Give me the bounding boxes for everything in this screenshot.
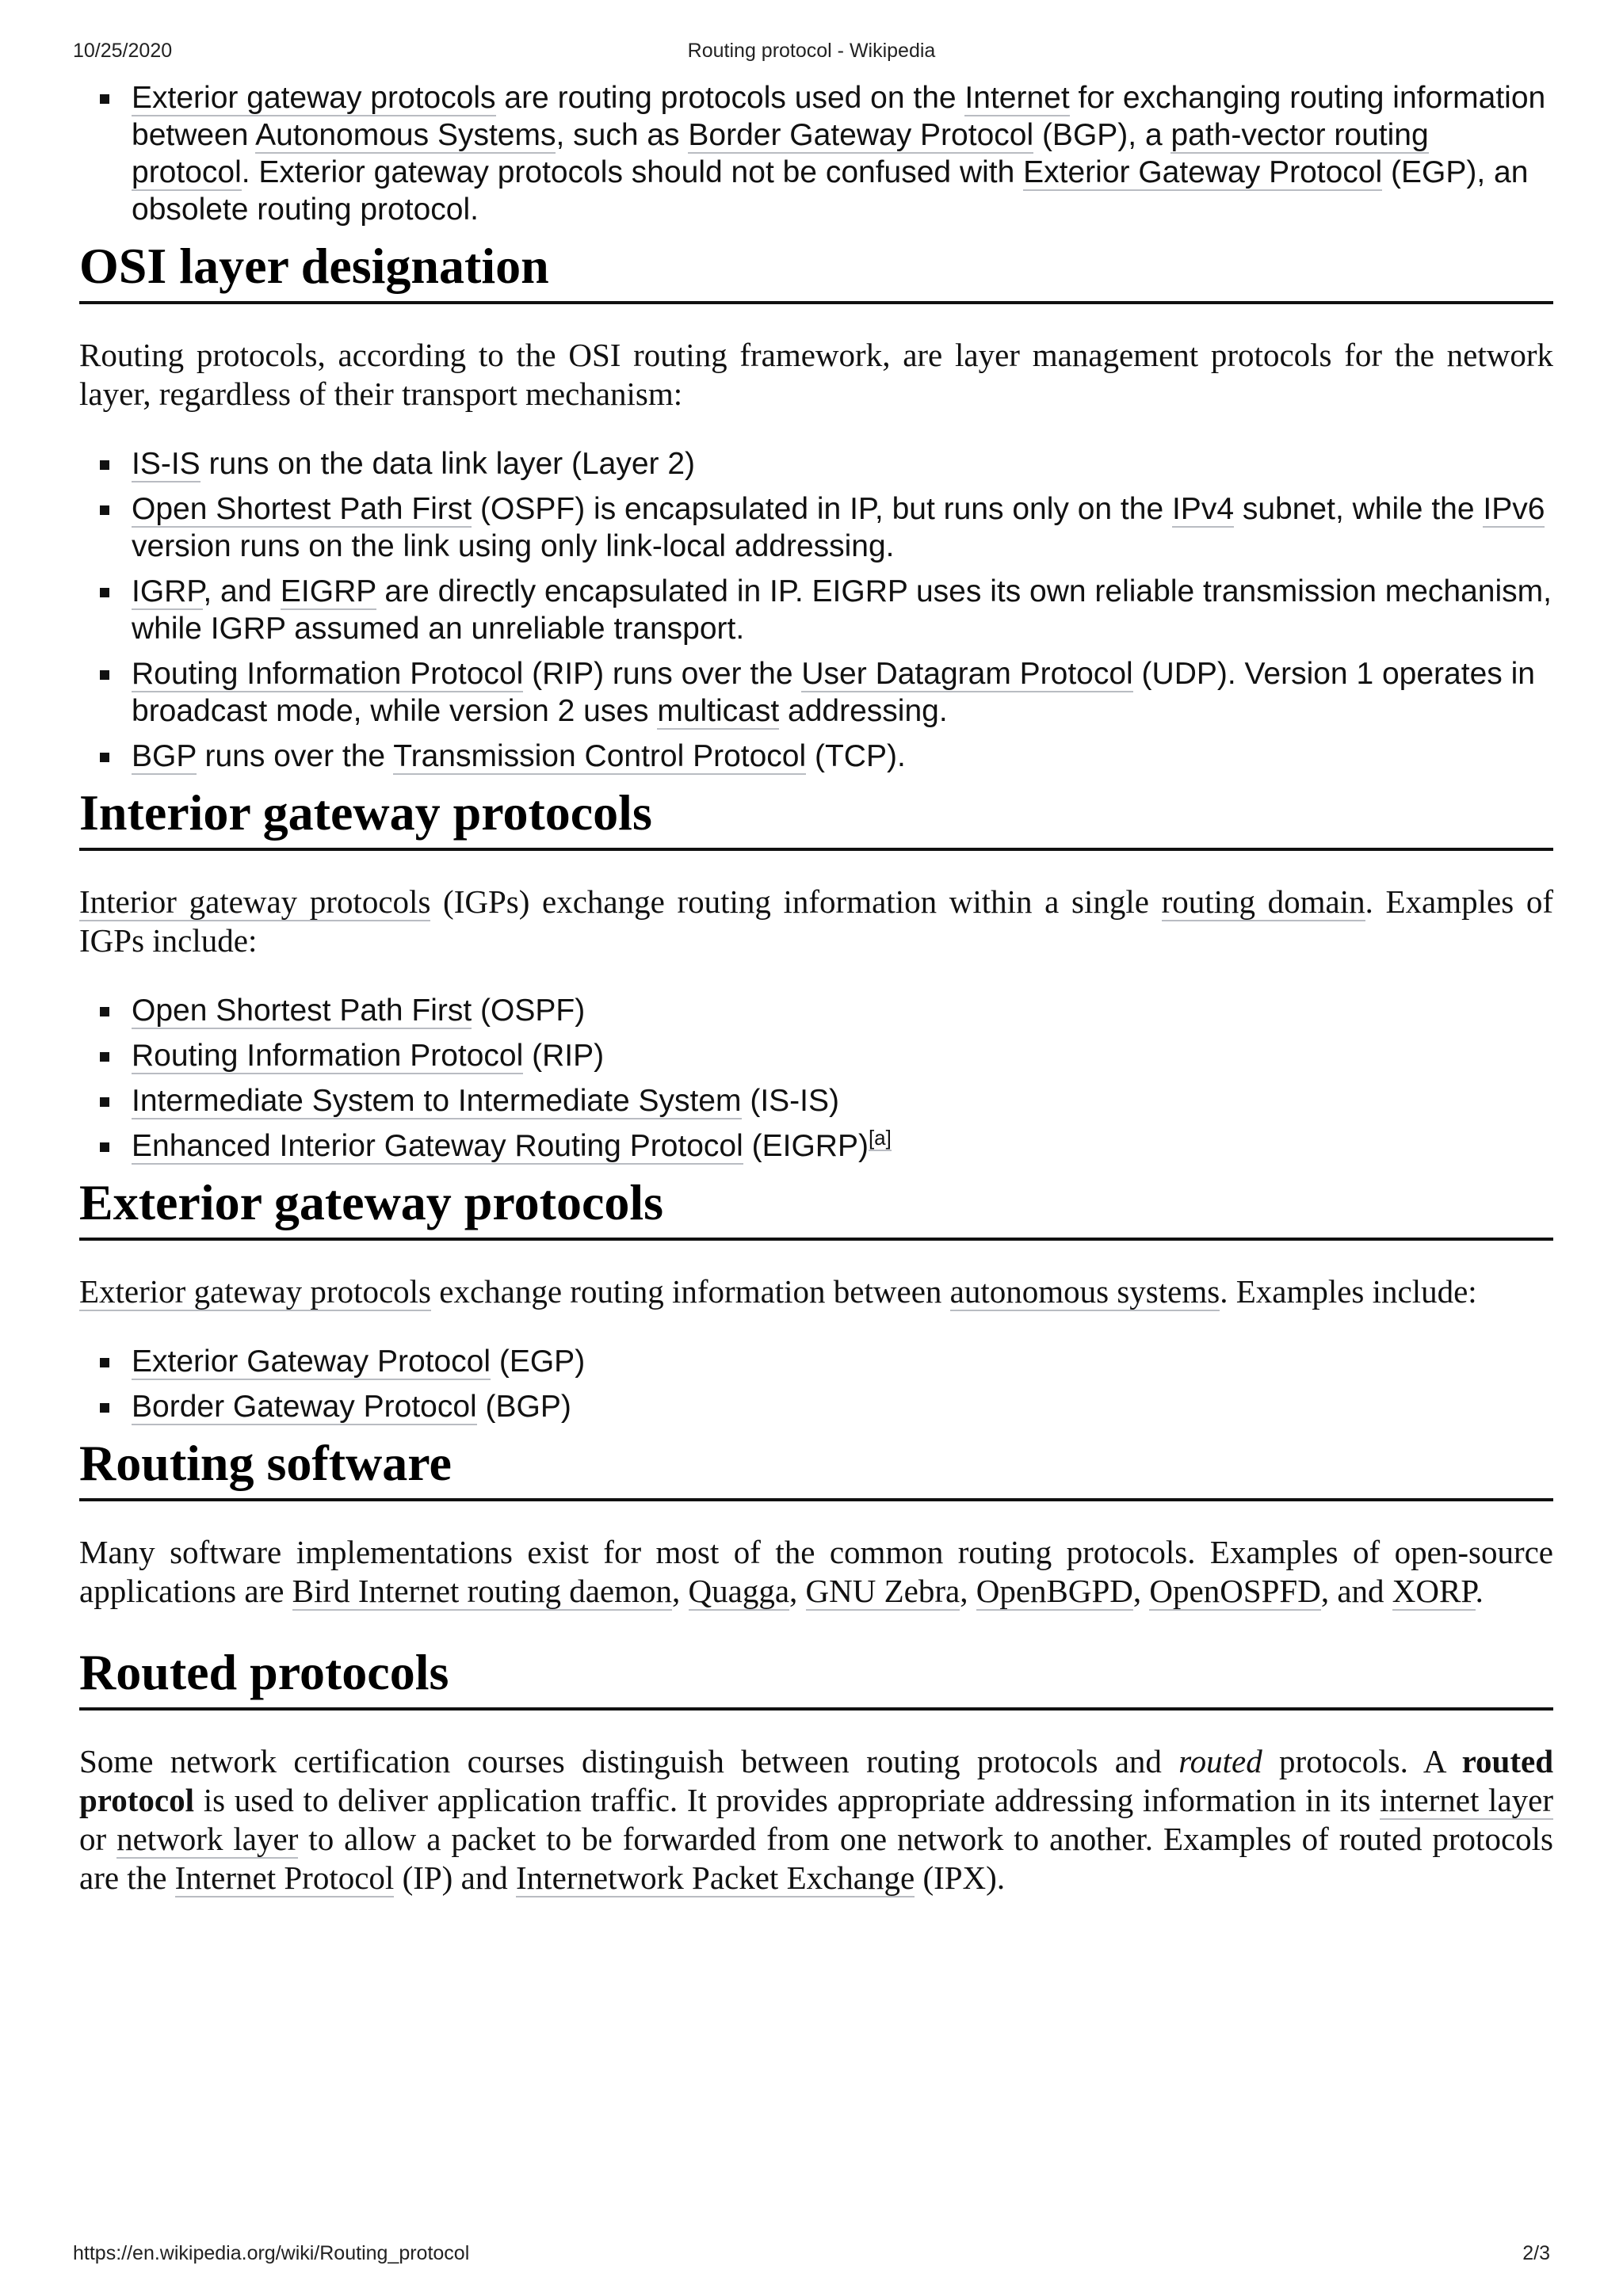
link-bgp[interactable]: BGP: [132, 739, 197, 773]
list-item: Intermediate System to Intermediate System (IS-IS): [132, 1082, 1553, 1119]
link-network-layer[interactable]: network layer: [116, 1821, 299, 1857]
software-paragraph: Many software implementations exist for most of the common routing protocols. Examples of open-source applications are Bird Internet routing daemon, Quagga, GNU Zebra, OpenBGPD, OpenOSPFD, and XORP.: [79, 1534, 1553, 1609]
link-xorp[interactable]: XORP: [1392, 1573, 1476, 1609]
footnote-link-a[interactable]: [a]: [868, 1126, 892, 1150]
link-path-vector-routing-protocol[interactable]: path-vector routing protocol: [132, 118, 1429, 189]
link-ipv6[interactable]: IPv6: [1483, 492, 1545, 526]
link-exterior-gateway-protocols[interactable]: Exterior gateway protocols: [132, 81, 496, 115]
print-footer: [73, 2242, 1550, 2266]
link-rip[interactable]: Routing Information Protocol: [132, 1039, 524, 1073]
link-eigrp[interactable]: Enhanced Interior Gateway Routing Protocol: [132, 1129, 743, 1163]
list-item: Enhanced Interior Gateway Routing Protocol (EIGRP)[a]: [132, 1127, 1553, 1165]
link-exterior-gateway-protocol[interactable]: Exterior Gateway Protocol: [1023, 155, 1383, 189]
link-border-gateway-protocol[interactable]: Border Gateway Protocol: [688, 118, 1034, 152]
link-ospf[interactable]: Open Shortest Path First: [132, 492, 472, 526]
link-multicast[interactable]: multicast: [657, 694, 780, 728]
intro-list: [79, 79, 1553, 228]
link-is-is[interactable]: Intermediate System to Intermediate System: [132, 1084, 742, 1118]
link-internet[interactable]: Internet: [964, 81, 1070, 115]
article-content: [79, 79, 1553, 1929]
egp-paragraph: Exterior gateway protocols exchange routing information between autonomous systems. Examples include:: [79, 1273, 1477, 1310]
igp-list: [79, 992, 1553, 1165]
list-item: BGP runs over the Transmission Control Protocol (TCP).: [132, 738, 1553, 775]
link-eigrp[interactable]: EIGRP: [280, 574, 376, 608]
link-autonomous-systems[interactable]: autonomous systems: [949, 1273, 1220, 1310]
print-page-title: Routing protocol - Wikipedia: [687, 40, 936, 62]
list-item: Routing Information Protocol (RIP): [132, 1037, 1553, 1074]
list-item: Border Gateway Protocol (BGP): [132, 1388, 1553, 1425]
link-internet-protocol[interactable]: Internet Protocol: [174, 1859, 395, 1896]
link-internet-layer[interactable]: internet layer: [1380, 1782, 1553, 1818]
link-is-is[interactable]: IS-IS: [132, 447, 200, 481]
print-header: [73, 40, 1550, 63]
link-interior-gateway-protocols[interactable]: Interior gateway protocols: [79, 883, 431, 920]
link-bird[interactable]: Bird Internet routing daemon: [292, 1573, 673, 1609]
link-rip[interactable]: Routing Information Protocol: [132, 657, 524, 691]
link-quagga[interactable]: Quagga: [688, 1573, 790, 1609]
link-ospf[interactable]: Open Shortest Path First: [132, 994, 472, 1028]
link-openbgpd[interactable]: OpenBGPD: [976, 1573, 1133, 1609]
link-exterior-gateway-protocols[interactable]: Exterior gateway protocols: [79, 1273, 432, 1310]
heading-osi-layer-designation: OSI layer designation: [79, 236, 1553, 304]
link-ipx[interactable]: Internetwork Packet Exchange: [516, 1859, 915, 1896]
igp-paragraph: Interior gateway protocols (IGPs) exchange routing information within a single routing domain. Examples of IGPs include:: [79, 883, 1553, 959]
list-item: Exterior gateway protocols are routing protocols used on the Internet for exchanging routing information between Autonomous Systems, such as Border Gateway Protocol (BGP), a path-vector routing protocol. Exterior gateway protocols should not be confused with Exterior Gateway Protocol (EGP), an obsolete routing protocol.: [132, 79, 1553, 228]
heading-exterior-gateway-protocols: Exterior gateway protocols: [79, 1173, 1553, 1241]
heading-routed-protocols: Routed protocols: [79, 1642, 1553, 1711]
list-item: IGRP, and EIGRP are directly encapsulated in IP. EIGRP uses its own reliable transmission mechanism, while IGRP assumed an unreliable transport.: [132, 573, 1553, 647]
print-url: https://en.wikipedia.org/wiki/Routing_protocol: [73, 2242, 470, 2264]
link-tcp[interactable]: Transmission Control Protocol: [393, 739, 807, 773]
list-item: Open Shortest Path First (OSPF): [132, 992, 1553, 1029]
list-item: Routing Information Protocol (RIP) runs over the User Datagram Protocol (UDP). Version 1 operates in broadcast mode, while version 2 uses multicast addressing.: [132, 655, 1553, 730]
link-gnu-zebra[interactable]: GNU Zebra: [805, 1573, 960, 1609]
link-openospfd[interactable]: OpenOSPFD: [1149, 1573, 1321, 1609]
osi-paragraph: Routing protocols, according to the OSI routing framework, are layer management protocols for the network layer, regardless of their transport mechanism:: [79, 337, 1553, 412]
routed-paragraph: Some network certification courses distinguish between routing protocols and routed protocols. A routed protocol is used to deliver application traffic. It provides appropriate addressing information in its internet layer or network layer to allow a packet to be forwarded from one network to another. Examples of routed protocols are the Internet Protocol (IP) and Internetwork Packet Exchange (IPX).: [79, 1743, 1553, 1896]
print-date: 10/25/2020: [73, 40, 173, 62]
osi-list: [79, 445, 1553, 775]
list-item: Exterior Gateway Protocol (EGP): [132, 1343, 1553, 1380]
page-number: 2/3: [1522, 2242, 1550, 2264]
link-border-gateway-protocol[interactable]: Border Gateway Protocol: [132, 1390, 477, 1424]
link-ipv4[interactable]: IPv4: [1171, 492, 1235, 526]
list-item: Open Shortest Path First (OSPF) is encapsulated in IP, but runs only on the IPv4 subnet, while the IPv6 version runs on the link using only link-local addressing.: [132, 490, 1553, 565]
heading-routing-software: Routing software: [79, 1433, 1553, 1501]
link-igrp[interactable]: IGRP: [132, 574, 204, 608]
egp-list: [79, 1343, 1553, 1425]
link-exterior-gateway-protocol[interactable]: Exterior Gateway Protocol: [132, 1344, 491, 1379]
heading-interior-gateway-protocols: Interior gateway protocols: [79, 783, 1553, 851]
link-routing-domain[interactable]: routing domain: [1161, 883, 1365, 920]
list-item: IS-IS runs on the data link layer (Layer 2): [132, 445, 1553, 482]
link-udp[interactable]: User Datagram Protocol: [801, 657, 1133, 691]
link-autonomous-systems[interactable]: Autonomous Systems: [255, 118, 556, 152]
